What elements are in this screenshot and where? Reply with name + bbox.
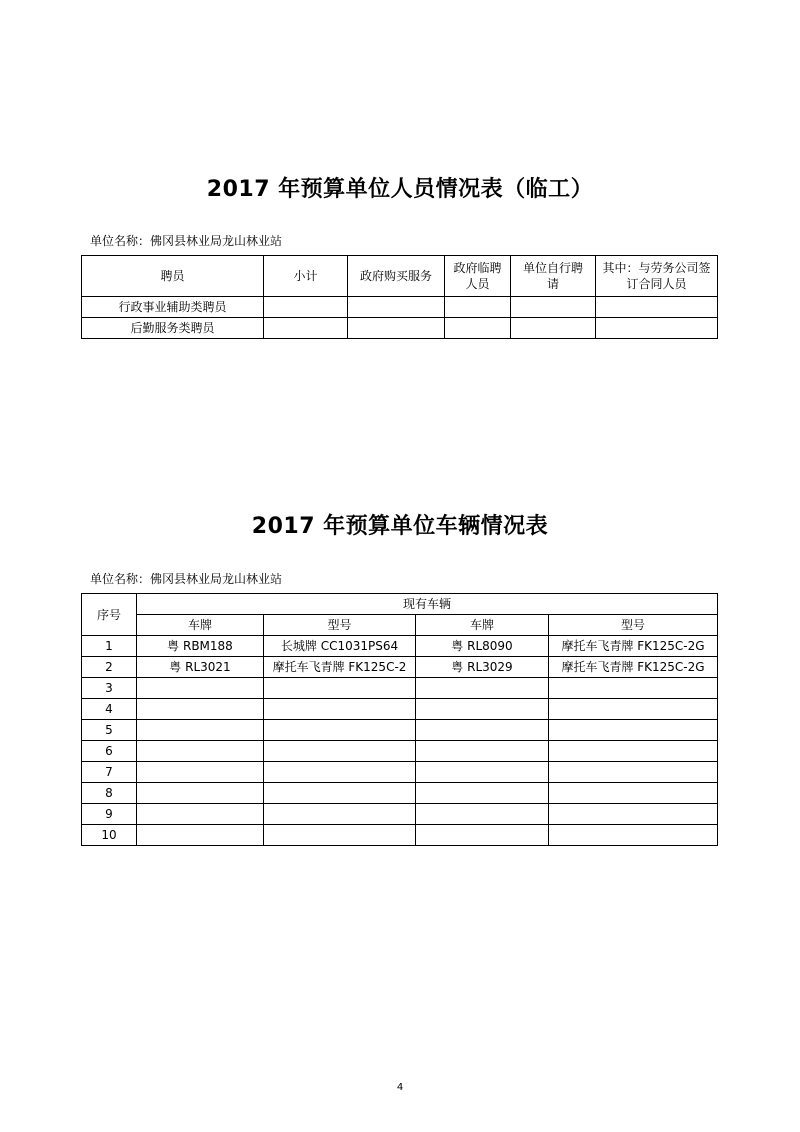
table-cell — [264, 741, 416, 762]
table-row — [82, 678, 718, 699]
table-cell: 粤 RBM188 — [137, 636, 264, 657]
table-cell: 1 — [82, 636, 137, 657]
table-cell: 行政事业辅助类聘员 — [82, 297, 264, 318]
table-cell — [416, 783, 549, 804]
table-cell — [264, 825, 416, 846]
table-cell — [264, 318, 348, 339]
group-header: 现有车辆 — [137, 594, 718, 615]
table-cell — [511, 318, 596, 339]
table-cell — [549, 741, 718, 762]
table-cell — [264, 804, 416, 825]
table-row — [82, 825, 718, 846]
table-cell — [549, 699, 718, 720]
table-cell — [137, 720, 264, 741]
table-cell — [348, 297, 445, 318]
staff-header-row — [82, 256, 718, 297]
table-cell: 5 — [82, 720, 137, 741]
header-cell: 政府购买服务 — [348, 256, 445, 297]
table-row — [82, 720, 718, 741]
table-cell — [416, 699, 549, 720]
table-cell — [137, 678, 264, 699]
table-row — [82, 636, 718, 657]
page-number: 4 — [396, 1082, 404, 1093]
vehicle-table — [81, 593, 718, 846]
table-cell: 7 — [82, 762, 137, 783]
table-cell — [416, 825, 549, 846]
table-row — [82, 783, 718, 804]
table-row — [82, 318, 718, 339]
table-cell — [137, 804, 264, 825]
table-row — [82, 741, 718, 762]
table-cell: 6 — [82, 741, 137, 762]
table-cell — [416, 804, 549, 825]
table-cell: 摩托车飞青牌 FK125C-2 — [264, 657, 416, 678]
table-cell — [549, 762, 718, 783]
table-cell — [416, 762, 549, 783]
header-cell: 车牌 — [137, 615, 264, 636]
seq-header: 序号 — [82, 594, 137, 636]
table-cell — [264, 783, 416, 804]
table-cell: 摩托车飞青牌 FK125C-2G — [549, 657, 718, 678]
table-row — [82, 297, 718, 318]
table-cell — [137, 825, 264, 846]
table-cell — [511, 297, 596, 318]
table-cell — [137, 762, 264, 783]
table-cell: 10 — [82, 825, 137, 846]
staff-unit-name: 单位名称：佛冈县林业局龙山林业站 — [90, 234, 283, 248]
table-cell — [137, 741, 264, 762]
staff-table-title: 2017 年预算单位人员情况表（临工） — [206, 177, 594, 202]
table-cell: 8 — [82, 783, 137, 804]
table-cell — [445, 318, 511, 339]
table-cell — [416, 678, 549, 699]
table-cell — [348, 318, 445, 339]
vehicle-unit-name: 单位名称：佛冈县林业局龙山林业站 — [90, 572, 283, 586]
table-cell — [264, 762, 416, 783]
vehicle-group-header-row — [82, 594, 718, 615]
header-cell: 小计 — [264, 256, 348, 297]
table-cell — [549, 804, 718, 825]
header-cell: 政府临聘人员 — [445, 256, 511, 297]
header-cell: 型号 — [264, 615, 416, 636]
vehicle-subheader-row — [82, 615, 718, 636]
table-cell — [596, 318, 718, 339]
table-row — [82, 804, 718, 825]
table-cell: 2 — [82, 657, 137, 678]
header-cell: 型号 — [549, 615, 718, 636]
staff-table — [81, 255, 718, 339]
table-cell: 粤 RL3021 — [137, 657, 264, 678]
table-cell: 3 — [82, 678, 137, 699]
table-cell — [445, 297, 511, 318]
table-cell — [549, 678, 718, 699]
header-cell: 其中：与劳务公司签订合同人员 — [596, 256, 718, 297]
table-cell — [549, 720, 718, 741]
table-cell: 4 — [82, 699, 137, 720]
table-cell — [264, 720, 416, 741]
table-cell — [549, 825, 718, 846]
table-cell: 9 — [82, 804, 137, 825]
table-cell — [137, 783, 264, 804]
table-cell — [549, 783, 718, 804]
table-cell: 长城牌 CC1031PS64 — [264, 636, 416, 657]
vehicle-table-title: 2017 年预算单位车辆情况表 — [251, 514, 549, 539]
table-cell — [416, 720, 549, 741]
header-cell: 聘员 — [82, 256, 264, 297]
table-cell — [137, 699, 264, 720]
table-row — [82, 762, 718, 783]
table-cell — [596, 297, 718, 318]
header-cell: 单位自行聘请 — [511, 256, 596, 297]
table-cell: 粤 RL8090 — [416, 636, 549, 657]
header-cell: 车牌 — [416, 615, 549, 636]
table-cell: 粤 RL3029 — [416, 657, 549, 678]
table-cell — [416, 741, 549, 762]
table-row — [82, 699, 718, 720]
table-cell — [264, 699, 416, 720]
table-cell: 摩托车飞青牌 FK125C-2G — [549, 636, 718, 657]
table-cell — [264, 678, 416, 699]
table-cell: 后勤服务类聘员 — [82, 318, 264, 339]
table-cell — [264, 297, 348, 318]
table-row — [82, 657, 718, 678]
